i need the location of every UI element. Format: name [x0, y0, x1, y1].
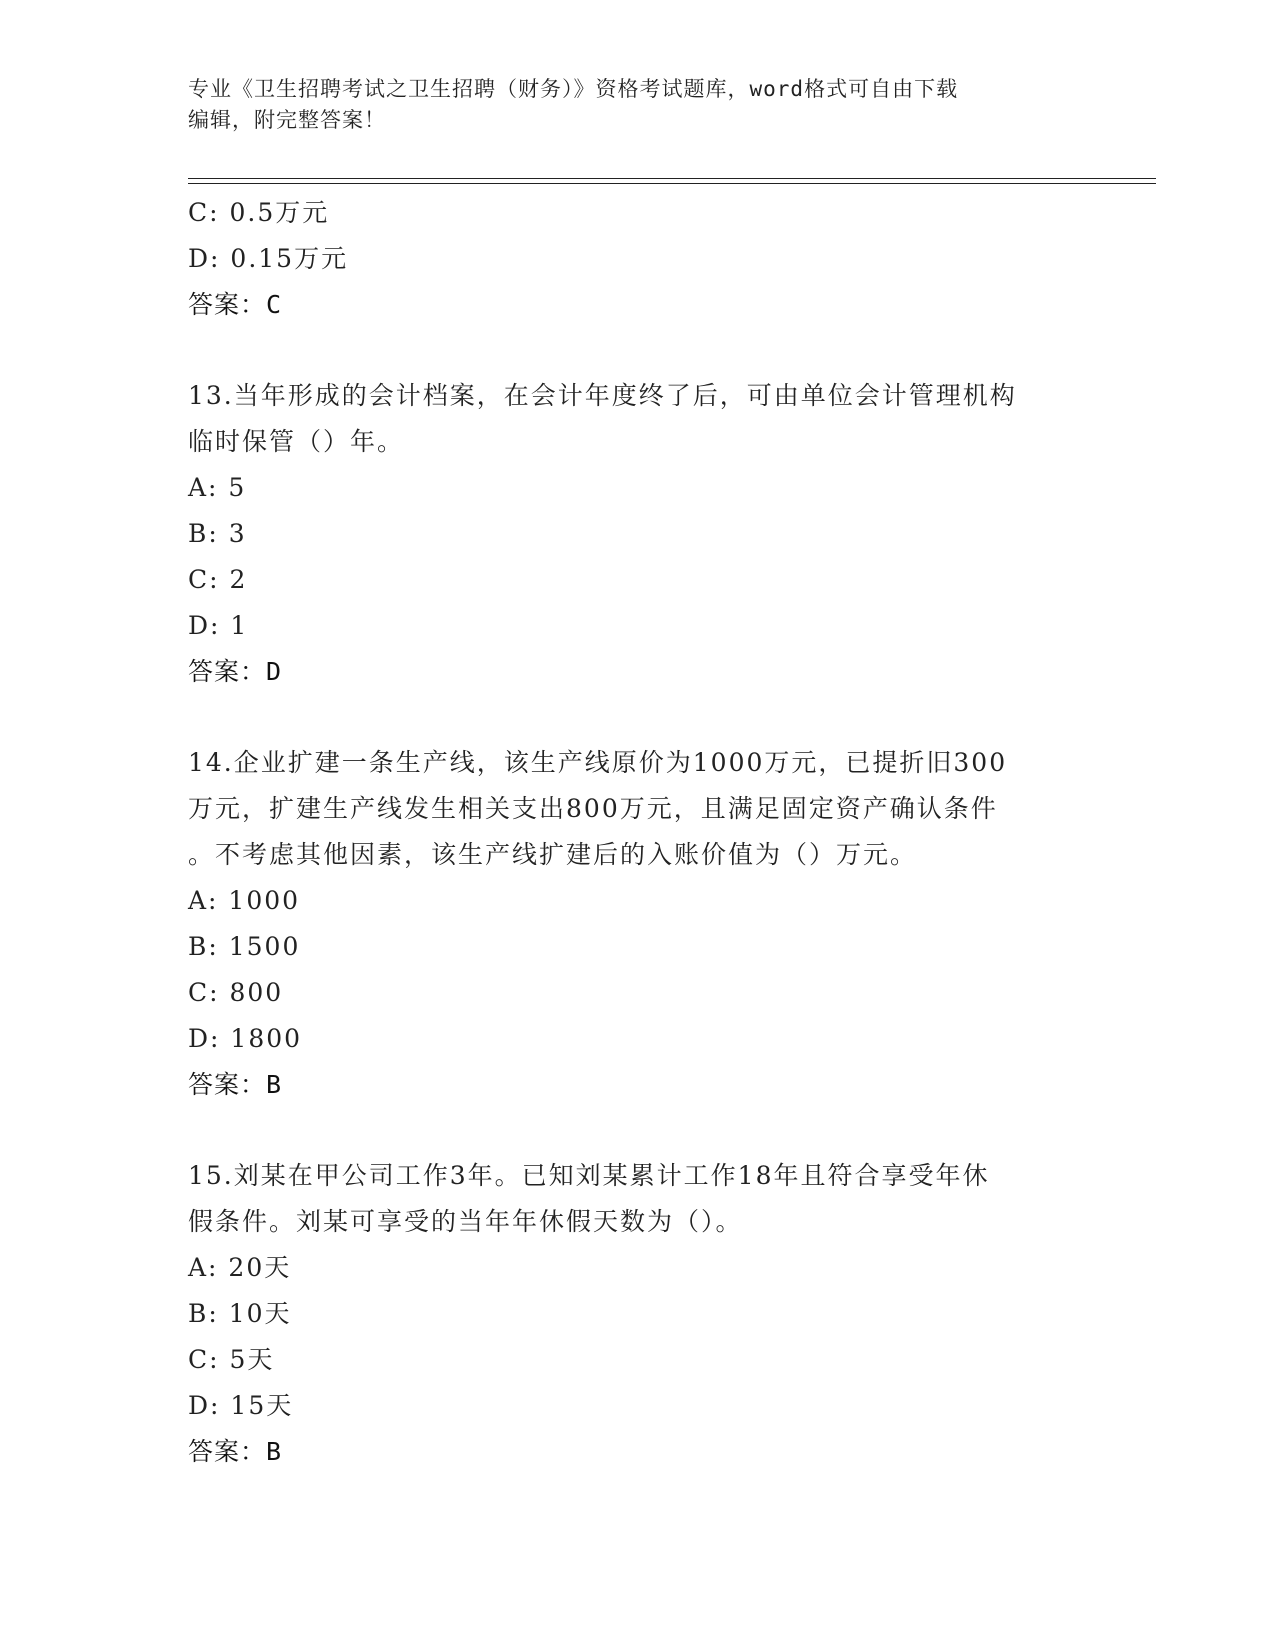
spacer: [188, 328, 1088, 373]
question-text: 。不考虑其他因素，该生产线扩建后的入账价值为（）万元。: [188, 840, 918, 869]
question-text: 临时保管（）年。: [188, 427, 405, 456]
question-text: 假条件。刘某可享受的当年年休假天数为（）。: [188, 1207, 743, 1236]
question-15: [188, 1153, 1088, 1475]
question-14: [188, 740, 1088, 1108]
answer: 答案：C: [188, 290, 283, 319]
question-list: [188, 190, 1088, 1475]
spacer: [188, 695, 1088, 740]
page-header: [188, 74, 1088, 136]
option-d: D: 1800: [188, 1024, 303, 1053]
question-text: 15.刘某在甲公司工作3年。已知刘某累计工作18年且符合享受年休: [188, 1161, 990, 1190]
option-c: C: 2: [188, 565, 248, 594]
option-a: A: 1000: [188, 886, 301, 915]
question-13: [188, 373, 1088, 695]
header-line-2: 编辑，附完整答案！: [188, 108, 386, 132]
spacer: [188, 1108, 1088, 1153]
option-b: B: 1500: [188, 932, 301, 961]
option-a: A: 20天: [188, 1253, 292, 1282]
answer: 答案：B: [188, 1070, 283, 1099]
option-d: D: 1: [188, 611, 249, 640]
header-line-1: 专业《卫生招聘考试之卫生招聘（财务）》资格考试题库，word格式可自由下载: [188, 77, 959, 101]
option-b: B: 3: [188, 519, 247, 548]
option-c: C: 0.5万元: [188, 198, 330, 227]
option-d: D: 15天: [188, 1391, 294, 1420]
question-text: 万元，扩建生产线发生相关支出800万元，且满足固定资产确认条件: [188, 794, 998, 823]
option-c: C: 5天: [188, 1345, 275, 1374]
question-text: 13.当年形成的会计档案，在会计年度终了后，可由单位会计管理机构: [188, 381, 1017, 410]
header-divider-bottom: [188, 183, 1156, 184]
answer: 答案：B: [188, 1437, 283, 1466]
answer: 答案：D: [188, 657, 283, 686]
option-b: B: 10天: [188, 1299, 292, 1328]
question-text: 14.企业扩建一条生产线，该生产线原价为1000万元，已提折旧300: [188, 748, 1008, 777]
question-12-tail: [188, 190, 1088, 328]
option-a: A: 5: [188, 473, 247, 502]
header-divider-top: [188, 178, 1156, 179]
option-c: C: 800: [188, 978, 284, 1007]
option-d: D: 0.15万元: [188, 244, 349, 273]
